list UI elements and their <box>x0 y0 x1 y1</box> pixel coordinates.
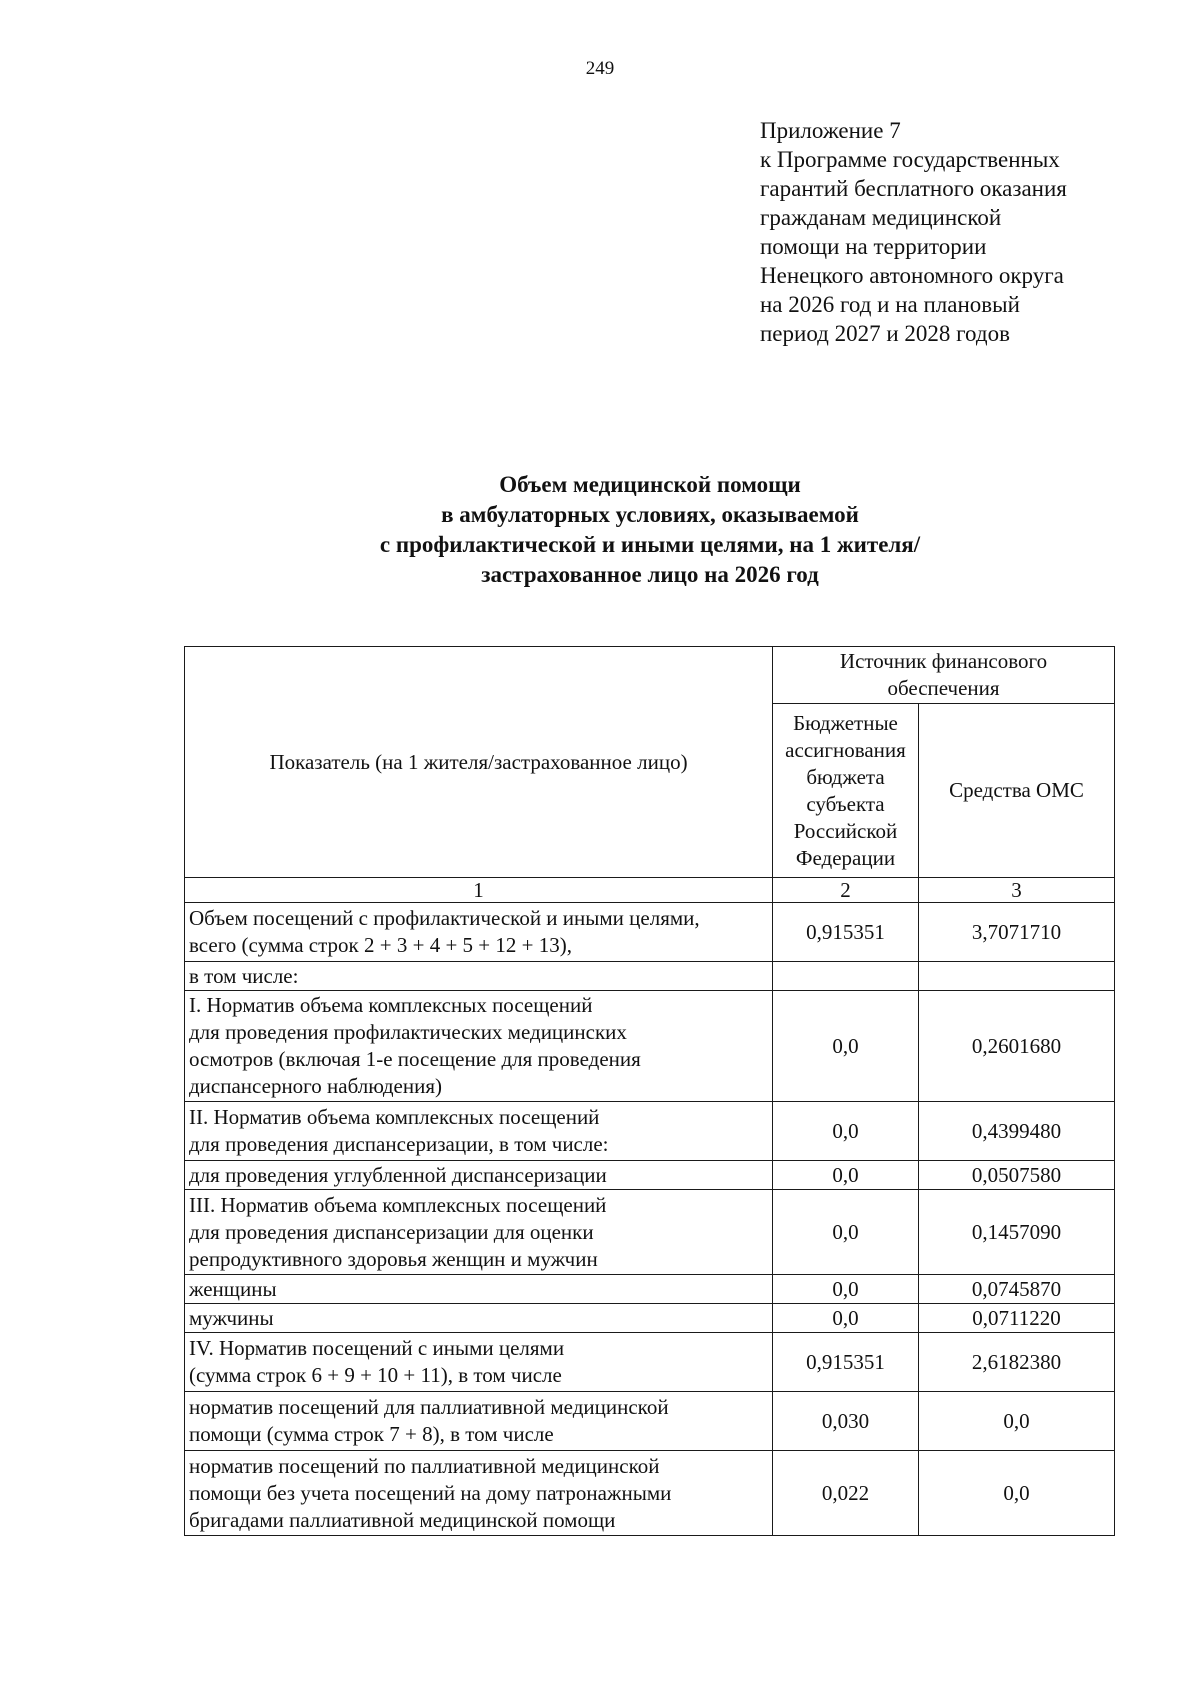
row-label-line: для проведения диспансеризации для оценки <box>189 1219 594 1244</box>
header-indicator: Показатель (на 1 жителя/застрахованное лицо) <box>185 647 773 878</box>
index-cell: 3 <box>919 878 1115 903</box>
row-label-line: Объем посещений с профилактической и иными целями, <box>189 906 700 930</box>
row-label-line: диспансерного наблюдения) <box>189 1074 442 1098</box>
table-row <box>185 1275 1115 1304</box>
oms-value: 0,0745870 <box>919 1275 1115 1304</box>
oms-value: 0,2601680 <box>919 991 1115 1102</box>
table-row <box>185 1333 1115 1392</box>
annex-line: помощи на территории <box>760 234 987 259</box>
row-label-line: норматив посещений для паллиативной медицинской <box>189 1395 669 1419</box>
table-row <box>185 903 1115 962</box>
header-oms: Средства ОМС <box>919 704 1115 878</box>
row-label <box>185 1102 773 1161</box>
oms-value: 0,4399480 <box>919 1102 1115 1161</box>
row-label-line: осмотров (включая 1-е посещение для проведения <box>189 1047 641 1071</box>
table-row <box>185 991 1115 1102</box>
page-number: 249 <box>585 58 615 79</box>
table-row <box>185 1304 1115 1333</box>
table-row <box>185 1392 1115 1451</box>
header-budget-line: Российской <box>793 818 898 843</box>
table-row <box>185 962 1115 991</box>
budget-value: 0,0 <box>773 1102 919 1161</box>
budget-value: 0,915351 <box>773 1333 919 1392</box>
table-row <box>185 1102 1115 1161</box>
oms-value: 0,0711220 <box>919 1304 1115 1333</box>
row-label-line: III. Норматив объема комплексных посещений <box>189 1192 607 1217</box>
budget-value: 0,022 <box>773 1451 919 1536</box>
index-cell: 2 <box>773 878 919 903</box>
oms-value: 0,1457090 <box>919 1190 1115 1275</box>
title-line: застрахованное лицо на 2026 год <box>481 562 819 587</box>
oms-value <box>919 962 1115 991</box>
annex-line: гражданам медицинской <box>760 205 1002 230</box>
header-budget-line: Бюджетные <box>793 710 898 735</box>
row-label <box>185 903 773 962</box>
row-label-line: помощи (сумма строк 7 + 8), в том числе <box>189 1422 554 1446</box>
annex-line: на 2026 год и на плановый <box>760 292 1020 317</box>
budget-value: 0,0 <box>773 991 919 1102</box>
annex-line: период 2027 и 2028 годов <box>760 321 1010 346</box>
header-source-line: Источник финансового <box>839 649 1048 674</box>
budget-value: 0,030 <box>773 1392 919 1451</box>
row-label-line: I. Норматив объема комплексных посещений <box>189 993 593 1017</box>
row-label <box>185 1161 773 1190</box>
header-source-group <box>773 647 1115 704</box>
index-cell: 1 <box>185 878 773 903</box>
title-line: с профилактической и иными целями, на 1 жителя/ <box>379 532 921 557</box>
row-label <box>185 1275 773 1304</box>
index-row <box>185 878 1115 903</box>
row-label-line: для проведения углубленной диспансеризации <box>189 1162 607 1187</box>
table-row <box>185 1190 1115 1275</box>
row-label-line: мужчины <box>189 1305 274 1330</box>
annex-line: к Программе государственных <box>760 147 1060 172</box>
oms-value: 3,7071710 <box>919 903 1115 962</box>
document-title <box>0 470 1200 590</box>
row-label-line: в том числе: <box>189 963 299 988</box>
row-label <box>185 991 773 1102</box>
row-label-line: для проведения диспансеризации, в том числе: <box>189 1132 609 1156</box>
table-row <box>185 1451 1115 1536</box>
oms-value: 2,6182380 <box>919 1333 1115 1392</box>
header-budget-line: бюджета <box>806 764 885 789</box>
budget-value: 0,0 <box>773 1304 919 1333</box>
row-label-line: II. Норматив объема комплексных посещений <box>189 1105 600 1129</box>
row-label-line: норматив посещений по паллиативной медицинской <box>189 1453 660 1478</box>
header-budget-line: ассигнования <box>785 737 906 762</box>
row-label <box>185 1190 773 1275</box>
header-budget <box>773 704 919 878</box>
header-row <box>185 647 1115 704</box>
row-label-line: помощи без учета посещений на дому патронажными <box>189 1480 672 1505</box>
oms-value: 0,0 <box>919 1451 1115 1536</box>
title-line: в амбулаторных условиях, оказываемой <box>441 502 859 527</box>
oms-value: 0,0507580 <box>919 1161 1115 1190</box>
annex-line: Ненецкого автономного округа <box>760 263 1064 288</box>
row-label <box>185 1304 773 1333</box>
row-label-line: репродуктивного здоровья женщин и мужчин <box>189 1246 598 1271</box>
row-label <box>185 1392 773 1451</box>
row-label-line: IV. Норматив посещений с иными целями <box>189 1336 565 1360</box>
annex-block <box>760 116 1180 348</box>
table-row <box>185 1161 1115 1190</box>
budget-value: 0,0 <box>773 1161 919 1190</box>
row-label-line: бригадами паллиативной медицинской помощи <box>189 1507 616 1532</box>
row-label-line: для проведения профилактических медицинских <box>189 1020 627 1044</box>
row-label <box>185 1451 773 1536</box>
budget-value <box>773 962 919 991</box>
row-label-line: всего (сумма строк 2 + 3 + 4 + 5 + 12 + 13), <box>189 933 572 957</box>
row-label <box>185 1333 773 1392</box>
budget-value: 0,0 <box>773 1275 919 1304</box>
header-budget-line: Федерации <box>795 845 896 870</box>
oms-value: 0,0 <box>919 1392 1115 1451</box>
header-source-line: обеспечения <box>887 676 1000 701</box>
annex-line: гарантий бесплатного оказания <box>760 176 1067 201</box>
row-label <box>185 962 773 991</box>
annex-line: Приложение 7 <box>760 118 901 143</box>
header-budget-line: субъекта <box>806 791 885 816</box>
row-label-line: женщины <box>189 1276 277 1301</box>
budget-value: 0,915351 <box>773 903 919 962</box>
budget-value: 0,0 <box>773 1190 919 1275</box>
row-label-line: (сумма строк 6 + 9 + 10 + 11), в том числе <box>189 1363 562 1387</box>
title-line: Объем медицинской помощи <box>499 472 801 497</box>
volume-table <box>184 646 1115 1536</box>
